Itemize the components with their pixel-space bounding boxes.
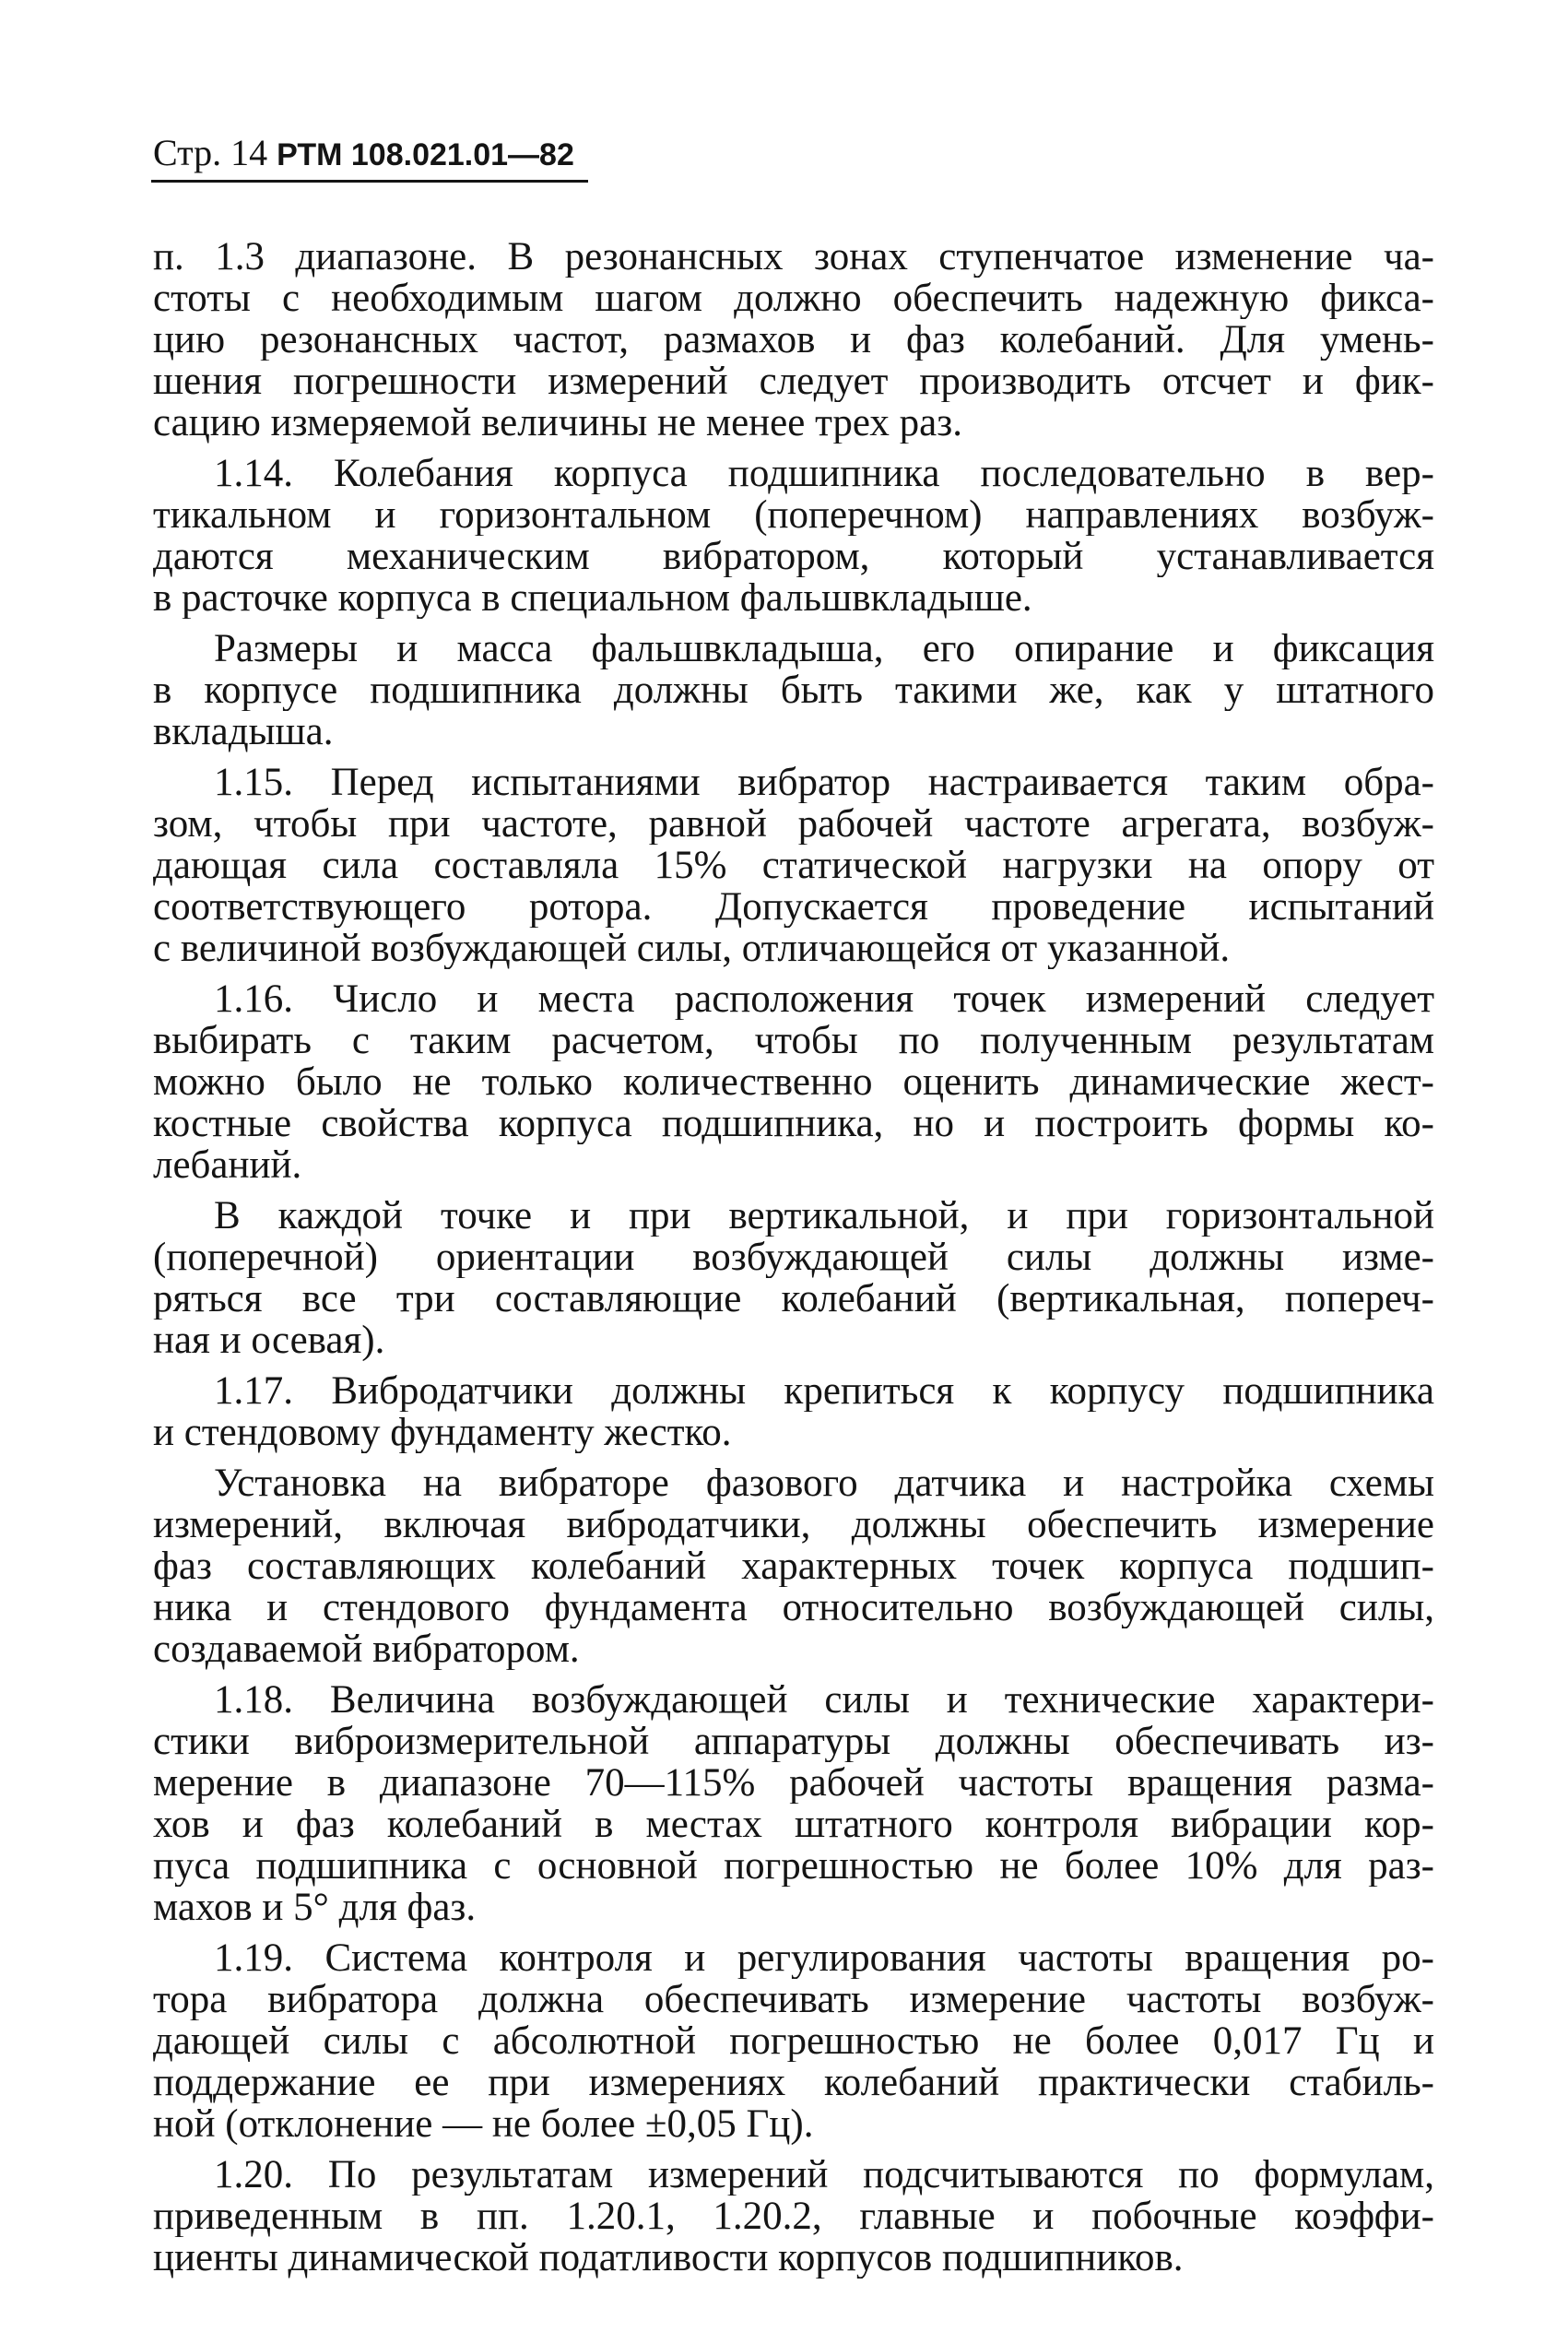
text-line: 1.20. По результатам измерений подсчитываются по формулам, [214, 2154, 1434, 2196]
text-line: создаваемой вибратором. [153, 1628, 580, 1670]
text-line: зом, чтобы при частоте, равной рабочей частоте агрегата, возбуж- [153, 803, 1434, 845]
text-line: в корпусе подшипника должны быть такими же, как у штатного [153, 669, 1434, 711]
text-line: костные свойства корпуса подшипника, но и построить формы ко- [153, 1103, 1434, 1144]
text-line: 1.15. Перед испытаниями вибратор настраивается таким обра- [214, 762, 1434, 803]
text-line: 1.16. Число и места расположения точек измерений следует [214, 978, 1434, 1020]
document-code: РТМ 108.021.01—82 [277, 137, 574, 172]
text-line: ряться все три составляющие колебаний (вертикальная, попереч- [153, 1278, 1434, 1320]
text-line: 1.17. Вибродатчики должны крепиться к корпусу подшипника [214, 1370, 1434, 1412]
paragraph [153, 453, 1434, 619]
paragraph [153, 762, 1434, 969]
text-line: сацию измеряемой величины не менее трех раз. [153, 402, 962, 444]
text-line: цию резонансных частот, размахов и фаз колебаний. Для умень- [153, 319, 1434, 361]
text-line: приведенным в пп. 1.20.1, 1.20.2, главные и побочные коэффи- [153, 2196, 1434, 2237]
text-line: 1.19. Система контроля и регулирования частоты вращения ро- [214, 1937, 1434, 1979]
text-line: стоты с необходимым шагом должно обеспечить надежную фикса- [153, 278, 1434, 319]
text-line: хов и фаз колебаний в местах штатного контроля вибрации кор- [153, 1804, 1434, 1845]
text-line: Установка на вибраторе фазового датчика и настройка схемы [214, 1462, 1434, 1504]
text-line: поддержание ее при измерениях колебаний практически стабиль- [153, 2062, 1434, 2103]
text-line: В каждой точке и при вертикальной, и при горизонтальной [214, 1195, 1434, 1237]
text-line: пуса подшипника с основной погрешностью не более 10% для раз- [153, 1845, 1434, 1887]
text-line: дающая сила составляла 15% статической нагрузки на опору от [153, 845, 1434, 886]
text-line: можно было не только количественно оценить динамические жест- [153, 1061, 1434, 1103]
text-line: дающей силы с абсолютной погрешностью не более 0,017 Гц и [153, 2020, 1434, 2062]
page-header [153, 131, 574, 177]
paragraph [153, 978, 1434, 1186]
text-line: п. 1.3 диапазоне. В резонансных зонах ступенчатое изменение ча- [153, 236, 1434, 278]
text-line: соответствующего ротора. Допускается проведение испытаний [153, 886, 1434, 928]
text-line: измерений, включая вибродатчики, должны обеспечить измерение [153, 1504, 1434, 1545]
paragraph [153, 2154, 1434, 2279]
text-line: тикальном и горизонтальном (поперечном) направлениях возбуж- [153, 494, 1434, 536]
text-line: выбирать с таким расчетом, чтобы по полученным результатам [153, 1020, 1434, 1061]
text-line: с величиной возбуждающей силы, отличающейся от указанной. [153, 928, 1231, 969]
paragraph [153, 1370, 1434, 1453]
text-line: вкладыша. [153, 711, 334, 752]
text-line: мерение в диапазоне 70—115% рабочей частоты вращения разма- [153, 1762, 1434, 1804]
paragraph [153, 1462, 1434, 1670]
paragraph [153, 628, 1434, 752]
text-line: ника и стендового фундамента относительно возбуждающей силы, [153, 1587, 1434, 1628]
text-line: Размеры и масса фальшвкладыша, его опирание и фиксация [214, 628, 1434, 669]
text-line: циенты динамической податливости корпусов подшипников. [153, 2237, 1184, 2279]
paragraph [153, 236, 1434, 444]
text-line: 1.14. Колебания корпуса подшипника последовательно в вер- [214, 453, 1434, 494]
paragraph [153, 1195, 1434, 1361]
text-line: (поперечной) ориентации возбуждающей силы должны изме- [153, 1237, 1434, 1278]
text-line: 1.18. Величина возбуждающей силы и технические характери- [214, 1679, 1434, 1721]
text-line: фаз составляющих колебаний характерных точек корпуса подшип- [153, 1545, 1434, 1587]
text-line: в расточке корпуса в специальном фальшвкладыше. [153, 577, 1032, 619]
text-line: лебаний. [153, 1144, 302, 1186]
text-line: даются механическим вибратором, который устанавливается [153, 536, 1434, 577]
text-line: и стендовому фундаменту жестко. [153, 1412, 732, 1453]
text-line: ная и осевая). [153, 1320, 385, 1361]
paragraph [153, 1937, 1434, 2145]
text-line: стики виброизмерительной аппаратуры должны обеспечивать из- [153, 1721, 1434, 1762]
text-line: шения погрешности измерений следует производить отсчет и фик- [153, 361, 1434, 402]
page-number-label: Стр. 14 [153, 132, 268, 173]
header-rule [151, 180, 588, 183]
text-line: махов и 5° для фаз. [153, 1887, 477, 1928]
paragraph [153, 1679, 1434, 1928]
text-line: ной (отклонение — не более ±0,05 Гц). [153, 2103, 814, 2145]
text-line: тора вибратора должна обеспечивать измерение частоты возбуж- [153, 1979, 1434, 2020]
document-body [153, 236, 1434, 2288]
